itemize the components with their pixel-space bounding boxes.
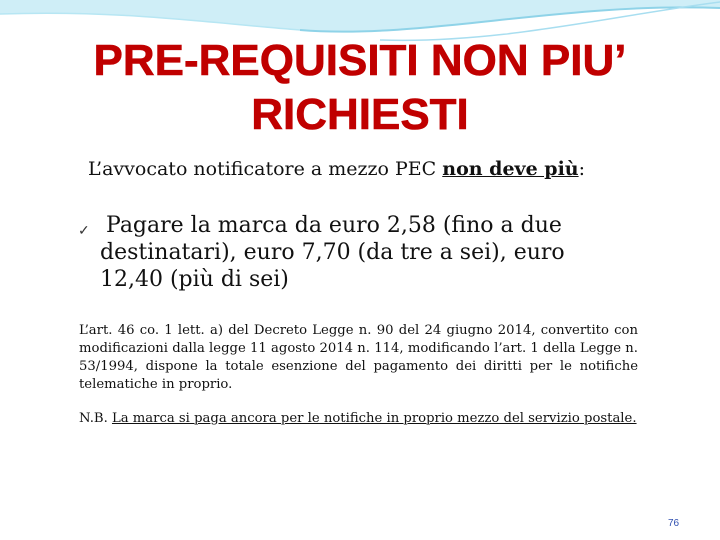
bullet-item	[80, 212, 620, 293]
subtitle-suffix: :	[578, 158, 586, 180]
nb-prefix: N.B.	[79, 411, 112, 426]
page-number: 76	[668, 518, 680, 529]
nb-note	[79, 410, 638, 428]
title-line-1: PRE-REQUISITI NON PIU’	[93, 36, 627, 85]
legal-paragraph: L’art. 46 co. 1 lett. a) del Decreto Legge n. 90 del 24 giugno 2014, convertito con modificazioni dalla legge 11 agosto 2014 n. 114, modificando l’art. 1 della Legge n. 53/1994, dispone la totale esenzione del pagamento dei diritti per le notifiche telematiche in proprio.	[79, 323, 638, 392]
slide-title	[0, 34, 720, 142]
checkmark-icon: ✓	[78, 223, 90, 239]
nb-underlined-text: La marca si paga ancora per le notifiche in proprio mezzo del servizio postale.	[111, 411, 637, 426]
title-line-2: RICHIESTI	[251, 90, 469, 139]
bullet-text: Pagare la marca da euro 2,58 (fino a due destinatari), euro 7,70 (da tre a sei), euro 12,40 (più di sei)	[100, 213, 565, 292]
subtitle-emphasis: non deve più	[442, 158, 579, 180]
slide-subtitle	[88, 158, 585, 180]
subtitle-prefix: L’avvocato notificatore a mezzo PEC	[88, 158, 443, 180]
